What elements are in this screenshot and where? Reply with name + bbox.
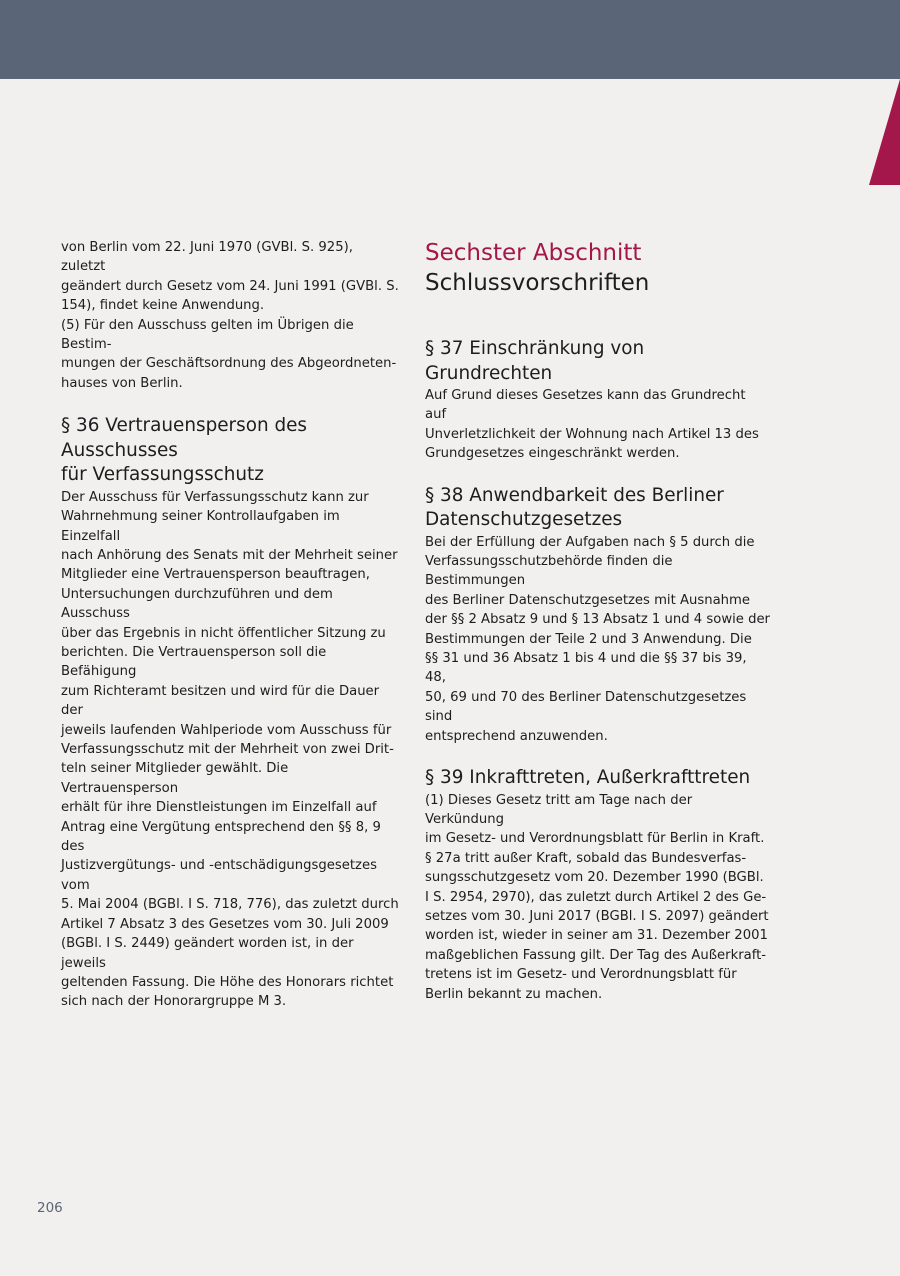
text-line: zum Richteramt besitzen und wird für die Dauer der xyxy=(61,683,380,719)
text-line: worden ist, wieder in seiner am 31. Dezember 2001 xyxy=(425,928,768,944)
text-line: des Berliner Datenschutzgesetzes mit Ausnahme xyxy=(425,592,750,608)
chapter-kicker: Sechster Abschnitt xyxy=(425,240,642,266)
text-line: Bestimmungen der Teile 2 und 3 Anwendung. Die xyxy=(425,631,752,647)
text-line: nach Anhörung des Senats mit der Mehrheit seiner xyxy=(61,547,398,563)
text-line: Artikel 7 Absatz 3 des Gesetzes vom 30. Juli 2009 xyxy=(61,916,389,932)
text-line: Mitglieder eine Vertrauensperson beauftragen, xyxy=(61,567,370,583)
text-line: geändert durch Gesetz vom 24. Juni 1991 (GVBl. S. xyxy=(61,278,399,294)
text-line: mungen der Geschäftsordnung des Abgeordneten- xyxy=(61,356,397,372)
text-line: (1) Dieses Gesetz tritt am Tage nach der Verkündung xyxy=(425,792,693,827)
section-39-body xyxy=(425,791,770,1004)
intro-paragraph xyxy=(61,238,401,393)
text-line: Grundgesetzes eingeschränkt werden. xyxy=(425,446,680,462)
text-line: erhält für ihre Dienstleistungen im Einzelfall auf xyxy=(61,800,377,816)
text-line: teln seiner Mitglieder gewählt. Die Vertrauensperson xyxy=(61,761,289,796)
text-line: berichten. Die Vertrauensperson soll die Befähigung xyxy=(61,645,327,680)
text-line: Antrag eine Vergütung entsprechend den §§ 8, 9 des xyxy=(61,819,381,855)
section-38-heading xyxy=(425,484,770,533)
section-37-heading xyxy=(425,337,770,386)
section-38-body xyxy=(425,533,770,746)
text-line: Bei der Erfüllung der Aufgaben nach § 5 durch die xyxy=(425,534,755,550)
header-band xyxy=(0,0,900,79)
text-line: §§ 31 und 36 Absatz 1 bis 4 und die §§ 37 bis 39, 48, xyxy=(425,651,747,686)
text-line: tretens ist im Gesetz- und Verordnungsblatt für xyxy=(425,967,737,983)
text-line: sungsschutzgesetz vom 20. Dezember 1990 (BGBl. xyxy=(425,870,764,886)
heading-line: § 37 Einschränkung von Grundrechten xyxy=(425,338,645,384)
section-37-body xyxy=(425,386,770,464)
text-line: über das Ergebnis in nicht öffentlicher Sitzung zu xyxy=(61,625,386,641)
left-column xyxy=(61,238,401,1012)
chapter-title: Schlussvorschriften xyxy=(425,270,650,296)
text-line: Untersuchungen durchzuführen und dem Ausschuss xyxy=(61,586,333,622)
heading-line: für Verfassungsschutz xyxy=(61,464,264,486)
text-line: 50, 69 und 70 des Berliner Datenschutzgesetzes sind xyxy=(425,689,747,725)
text-line: von Berlin vom 22. Juni 1970 (GVBl. S. 925), zuletzt xyxy=(61,240,353,275)
heading-line: § 38 Anwendbarkeit des Berliner xyxy=(425,484,724,506)
text-line: Unverletzlichkeit der Wohnung nach Artikel 13 des xyxy=(425,426,759,442)
text-line: setzes vom 30. Juni 2017 (BGBl. I S. 2097) geändert xyxy=(425,909,769,925)
text-line: der §§ 2 Absatz 9 und § 13 Absatz 1 und 4 sowie der xyxy=(425,612,770,628)
text-line: Der Ausschuss für Verfassungsschutz kann zur xyxy=(61,489,369,505)
section-39-heading xyxy=(425,766,770,791)
text-line: Berlin bekannt zu machen. xyxy=(425,986,603,1002)
text-line: Justizvergütungs- und -entschädigungsgesetzes vom xyxy=(61,858,377,893)
right-column xyxy=(425,238,770,1004)
text-line: Verfassungsschutz mit der Mehrheit von zwei Drit- xyxy=(61,742,394,758)
heading-line: § 36 Vertrauensperson des Ausschusses xyxy=(61,415,308,461)
text-line: Auf Grund dieses Gesetzes kann das Grundrecht auf xyxy=(425,388,746,423)
text-line: § 27a tritt außer Kraft, sobald das Bundesverfas- xyxy=(425,850,747,866)
text-line: (5) Für den Ausschuss gelten im Übrigen die Bestim- xyxy=(61,317,354,353)
text-line: im Gesetz- und Verordnungsblatt für Berlin in Kraft. xyxy=(425,831,765,847)
text-line: geltenden Fassung. Die Höhe des Honorars richtet xyxy=(61,974,394,990)
text-line: jeweils laufenden Wahlperiode vom Ausschuss für xyxy=(61,722,392,738)
text-line: Verfassungsschutzbehörde finden die Bestimmungen xyxy=(425,554,673,589)
heading-line: Datenschutzgesetzes xyxy=(425,509,623,531)
text-line: I S. 2954, 2970), das zuletzt durch Artikel 2 des Ge- xyxy=(425,889,767,905)
section-36-heading xyxy=(61,414,401,488)
text-line: hauses von Berlin. xyxy=(61,375,183,391)
text-line: Wahrnehmung seiner Kontrollaufgaben im Einzelfall xyxy=(61,509,340,544)
corner-accent-tab xyxy=(869,79,900,185)
text-line: 154), findet keine Anwendung. xyxy=(61,298,265,314)
text-line: (BGBl. I S. 2449) geändert worden ist, in der jeweils xyxy=(61,936,354,971)
text-line: entsprechend anzuwenden. xyxy=(425,728,608,744)
text-line: sich nach der Honorargruppe M 3. xyxy=(61,994,287,1010)
page-number: 206 xyxy=(37,1200,63,1216)
section-36-body xyxy=(61,488,401,1012)
text-line: 5. Mai 2004 (BGBl. I S. 718, 776), das zuletzt durch xyxy=(61,897,399,913)
text-line: maßgeblichen Fassung gilt. Der Tag des Außerkraft- xyxy=(425,947,767,963)
heading-line: § 39 Inkrafttreten, Außerkrafttreten xyxy=(425,767,751,789)
